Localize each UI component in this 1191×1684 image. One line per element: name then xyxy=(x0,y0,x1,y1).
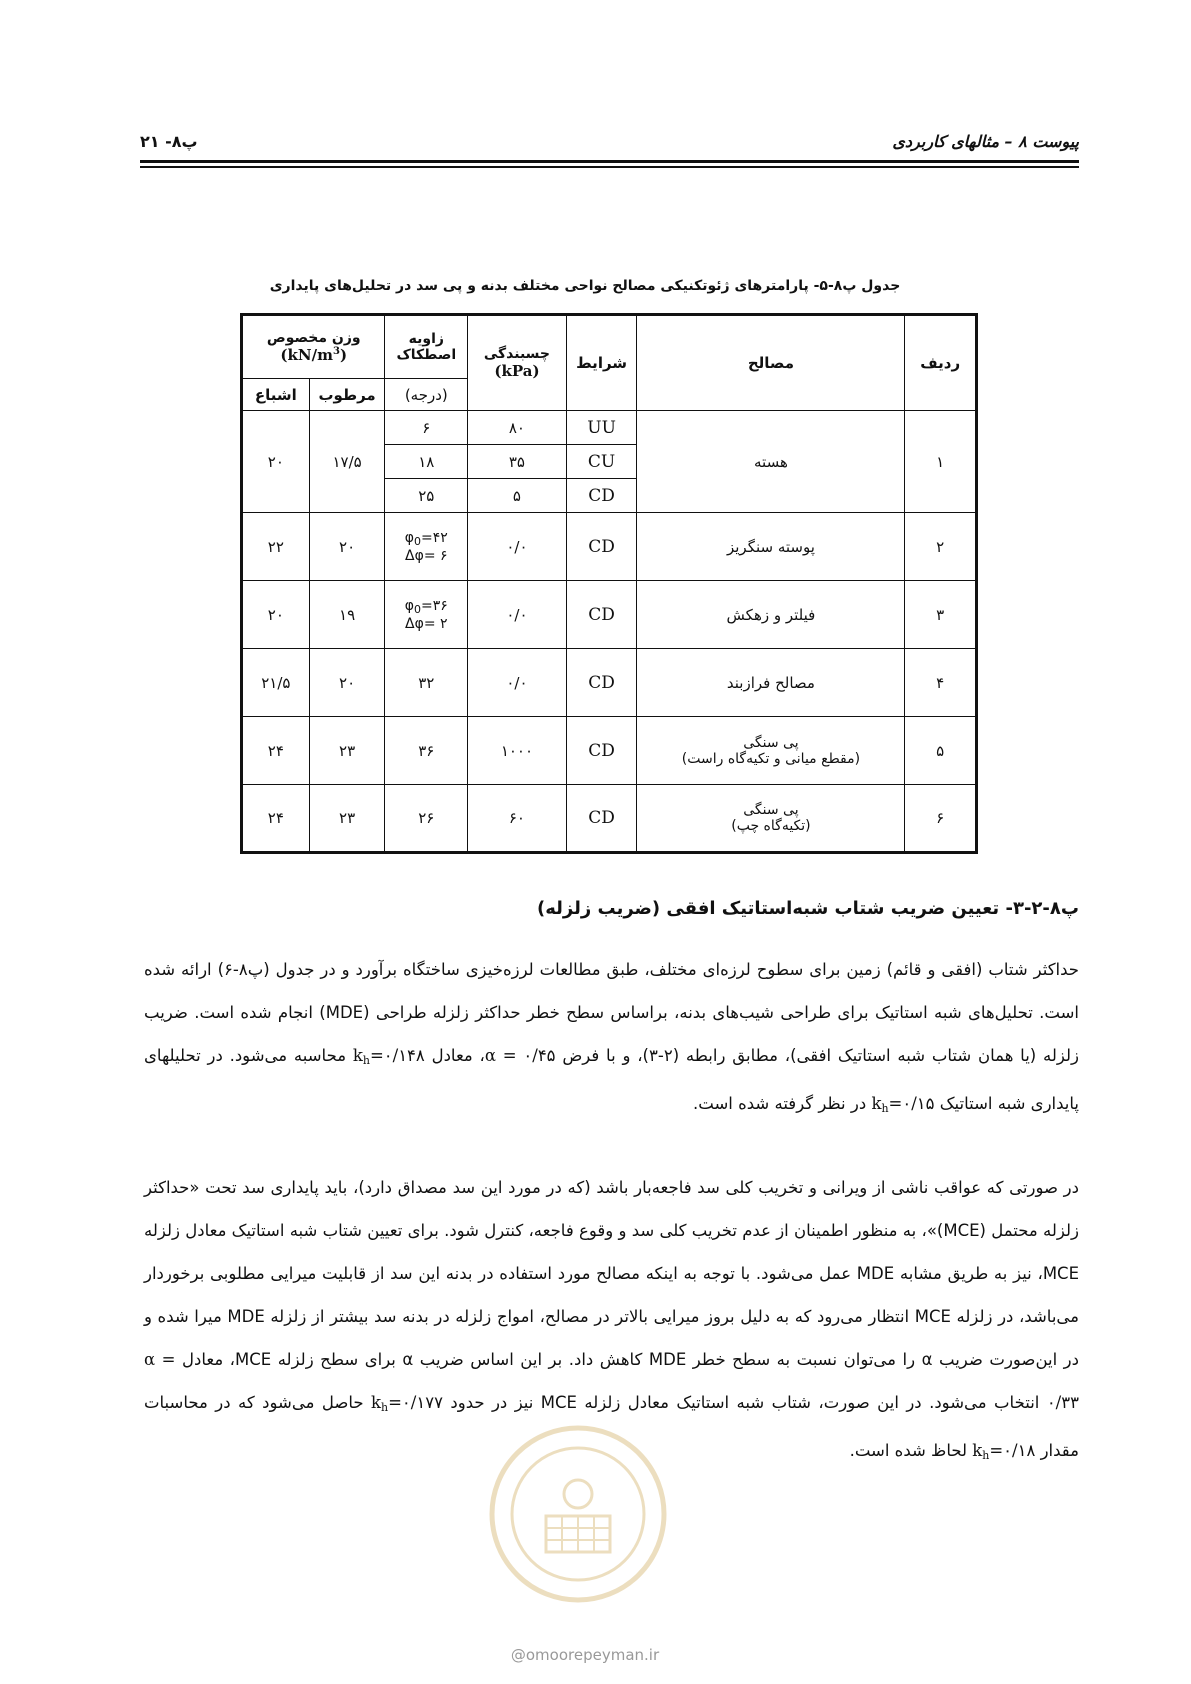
header-rule-thin xyxy=(140,166,1079,168)
paragraph-mce: در صورتی که عواقب ناشی از ویرانی و تخریب کلی سد فاجعه‌بار باشد (که در مورد این سد مصداق دارد)، باید پایداری سد تحت «حداکثر زلزله محتمل (MCE)»، به منظور اطمینان از عدم تخریب کلی سد و وقوع فاجعه، کنترل شود. برای تعیین شتاب شبه استاتیک معادل زلزله MCE، نیز به طریق مشابه MDE عمل می‌شود. با توجه به اینکه مصالح مورد استفاده در بدنه این سد از قابلیت میرایی مطلوبی برخوردار می‌باشد، در زلزله MCE انتظار می‌رود که به دلیل بروز میرایی بالاتر در مصالح، امواج زلزله در بدنه سد بیشتر از زلزله MDE میرا شده و در این‌صورت ضریب α را می‌توان نسبت به سطح خطر MDE کاهش داد. بر این اساس ضریب α برای سطح زلزله MCE، معادل α = ۰/۳۳ انتخاب می‌شود. در این صورت، شتاب شبه استاتیک معادل زلزله MCE نیز در حدود $k_h=۰/۱۷۷$ حاصل می‌شود که در محاسبات مقدار $k_h=۰/۱۸$ لحاظ شده است. xyxy=(144,1178,1080,1462)
cell-sat-weight: ۲۴ xyxy=(242,717,310,785)
cell-cohesion: ۶۰ xyxy=(468,785,567,853)
header-rule-thick xyxy=(140,160,1079,163)
cell-material: پی سنگی (مقطع میانی و تکیه‌گاه راست) xyxy=(637,717,905,785)
cell-material: هسته xyxy=(637,411,905,513)
cell-cohesion: ۰/۰ xyxy=(468,649,567,717)
paragraph-seismic-coefficient: حداکثر شتاب (افقی و قائم) زمین برای سطوح لرزه‌ای مختلف، طبق مطالعات لرزه‌خیزی ساختگاه برآورد و در جدول (پ۸-۶) ارائه شده است. تحلیل‌های شبه استاتیک برای طراحی شیب‌های بدنه، براساس سطح خطر حداکثر زلزله طراحی (MDE) انجام شده است. ضریب زلزله (یا همان شتاب شبه استاتیک افقی)، مطابق رابطه (۲-۳)، و با فرض α = ۰/۴۵، معادل $k_h=۰/۱۴۸$ محاسبه می‌شود. در تحلیلهای پایداری شبه استاتیک $k_h=۰/۱۵$ در نظر گرفته شده است. xyxy=(144,960,1079,1115)
cell-row-number: ۴ xyxy=(905,649,977,717)
section-heading: پ۸-۲-۳- تعیین ضریب شتاب شبه‌استاتیک افقی (ضریب زلزله) xyxy=(537,898,1079,919)
table-row xyxy=(242,581,977,649)
cell-angle: $\varphi_0=۴۲$ Δφ= ۶ xyxy=(385,513,468,581)
table-row xyxy=(242,513,977,581)
cell-material: فیلتر و زهکش xyxy=(637,581,905,649)
cell-angle: ۲۶ xyxy=(385,785,468,853)
cell-row-number: ۱ xyxy=(905,411,977,513)
cell-row-number: ۵ xyxy=(905,717,977,785)
cell-angle: ۱۸ xyxy=(385,445,468,479)
page-header xyxy=(140,128,1079,158)
cell-sat-weight: ۲۴ xyxy=(242,785,310,853)
cell-wet-weight: ۲۳ xyxy=(309,785,385,853)
cell-wet-weight: ۲۰ xyxy=(309,513,385,581)
cell-condition: CU xyxy=(566,445,637,479)
cell-condition: CD xyxy=(566,479,637,513)
table-row xyxy=(242,717,977,785)
header-angle-unit: (درجه) xyxy=(385,379,468,411)
cell-cohesion: ۳۵ xyxy=(468,445,567,479)
watermark-text: @omoorepeyman.ir xyxy=(510,1646,660,1664)
cell-condition: UU xyxy=(566,411,637,445)
table-caption: جدول پ۸-۵- پارامترهای ژئوتکنیکی مصالح نواحی مختلف بدنه و پی سد در تحلیل‌های پایداری xyxy=(269,278,901,294)
cell-condition: CD xyxy=(566,513,637,581)
table-row xyxy=(242,649,977,717)
cell-material: پی سنگی (تکیه‌گاه چپ) xyxy=(637,785,905,853)
cell-row-number: ۲ xyxy=(905,513,977,581)
cell-wet-weight: ۲۰ xyxy=(309,649,385,717)
cell-cohesion: ۰/۰ xyxy=(468,581,567,649)
header-row-number: ردیف xyxy=(905,315,977,411)
cell-cohesion: ۵ xyxy=(468,479,567,513)
cell-row-number: ۳ xyxy=(905,581,977,649)
cell-angle: ۳۲ xyxy=(385,649,468,717)
geotechnical-parameters-table xyxy=(240,313,978,854)
cell-condition: CD xyxy=(566,785,637,853)
cell-angle: ۶ xyxy=(385,411,468,445)
cell-material: مصالح فرازبند xyxy=(637,649,905,717)
cell-condition: CD xyxy=(566,717,637,785)
cell-sat-weight: ۲۰ xyxy=(242,411,310,513)
cell-wet-weight: ۱۷/۵ xyxy=(309,411,385,513)
cell-wet-weight: ۲۳ xyxy=(309,717,385,785)
cell-angle: ۳۶ xyxy=(385,717,468,785)
header-material: مصالح xyxy=(637,315,905,411)
cell-material: پوسته سنگریز xyxy=(637,513,905,581)
cell-row-number: ۶ xyxy=(905,785,977,853)
header-friction-angle: زاویه اصطکاک xyxy=(385,315,468,379)
cell-sat-weight: ۲۲ xyxy=(242,513,310,581)
header-title: پیوست ۸ – مثالهای کاربردی xyxy=(892,132,1079,151)
cell-cohesion: ۱۰۰۰ xyxy=(468,717,567,785)
cell-sat-weight: ۲۰ xyxy=(242,581,310,649)
header-wet: مرطوب xyxy=(309,379,385,411)
header-page-number: پ۸- ۲۱ xyxy=(140,132,198,151)
header-cohesion: چسبندگی (kPa) xyxy=(468,315,567,411)
cell-angle: $\varphi_0=۳۶$ Δφ= ۲ xyxy=(385,581,468,649)
header-saturated: اشباع xyxy=(242,379,310,411)
table-row xyxy=(242,785,977,853)
cell-condition: CD xyxy=(566,649,637,717)
cell-cohesion: ۸۰ xyxy=(468,411,567,445)
cell-sat-weight: ۲۱/۵ xyxy=(242,649,310,717)
header-condition: شرایط xyxy=(566,315,637,411)
cell-wet-weight: ۱۹ xyxy=(309,581,385,649)
cell-condition: CD xyxy=(566,581,637,649)
seal-logo-watermark xyxy=(488,1404,668,1624)
header-unit-weight: وزن مخصوص $(kN/m^3)$ xyxy=(242,315,385,379)
cell-cohesion: ۰/۰ xyxy=(468,513,567,581)
cell-angle: ۲۵ xyxy=(385,479,468,513)
table-row xyxy=(242,411,977,445)
